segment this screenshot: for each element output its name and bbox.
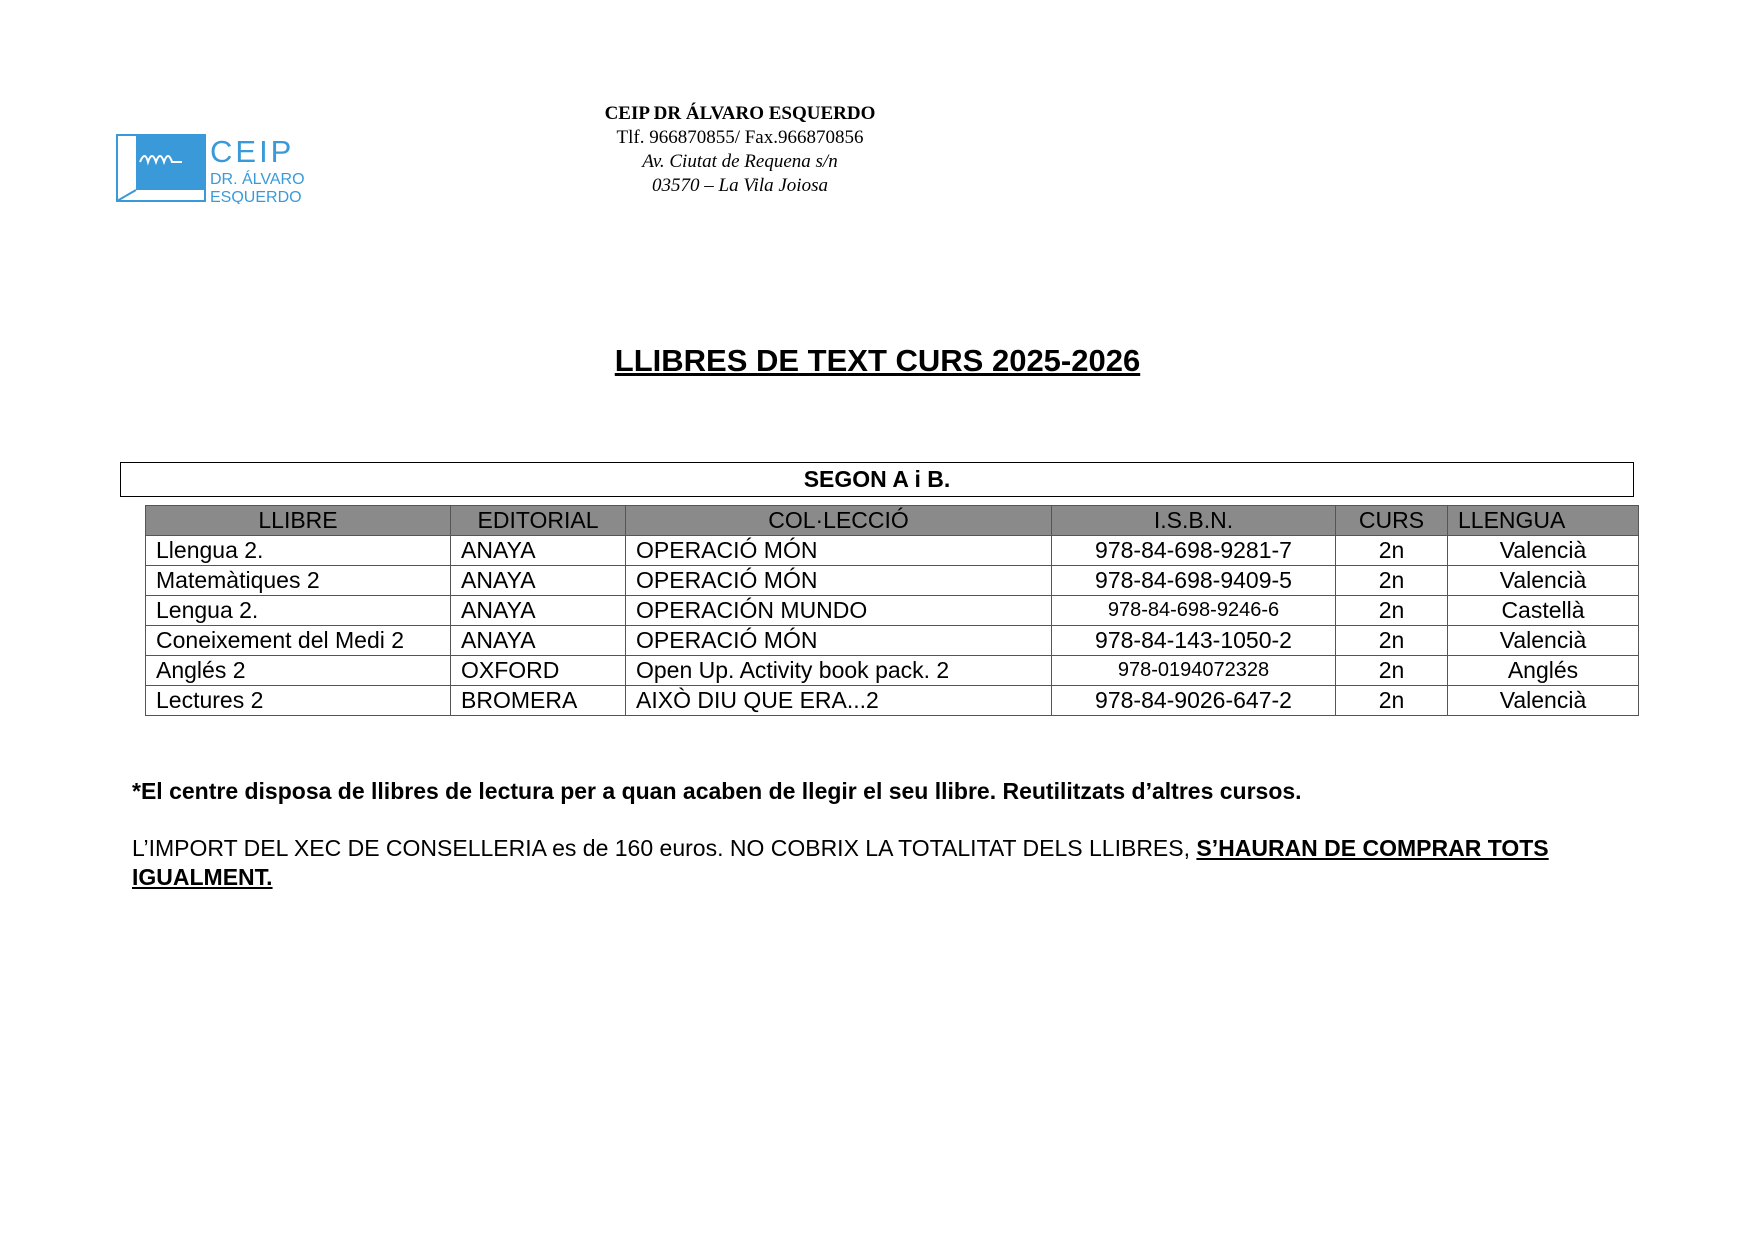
cell-collection: OPERACIÓ MÓN (626, 536, 1052, 566)
cell-collection: OPERACIÓ MÓN (626, 566, 1052, 596)
voucher-text: L’IMPORT DEL XEC DE CONSELLERIA es de 160 euros. NO COBRIX LA TOTALITAT DELS LLIBRES, (132, 835, 1197, 861)
table-row (146, 686, 1639, 716)
cell-isbn: 978-0194072328 (1052, 656, 1336, 686)
cell-course: 2n (1336, 656, 1448, 686)
col-header: EDITORIAL (451, 506, 626, 536)
cell-isbn: 978-84-698-9281-7 (1052, 536, 1336, 566)
section-heading: SEGON A i B. (120, 462, 1634, 497)
cell-publisher: ANAYA (451, 536, 626, 566)
cell-course: 2n (1336, 596, 1448, 626)
cell-language: Valencià (1448, 536, 1639, 566)
cell-language: Valencià (1448, 566, 1639, 596)
table-header-row (146, 506, 1639, 536)
page-title: LLIBRES DE TEXT CURS 2025-2026 (614, 343, 1141, 378)
voucher-emphasis: S’HAURAN DE COMPRAR TOTS IGUALMENT. (132, 835, 1549, 890)
cell-course: 2n (1336, 536, 1448, 566)
col-header: I.S.B.N. (1052, 506, 1336, 536)
table-row (146, 626, 1639, 656)
table-row (146, 536, 1639, 566)
cell-collection: Open Up. Activity book pack. 2 (626, 656, 1052, 686)
voucher-note (132, 834, 1632, 892)
cell-book: Coneixement del Medi 2 (146, 626, 451, 656)
col-header: LLENGUA (1448, 506, 1639, 536)
cell-language: Castellà (1448, 596, 1639, 626)
table-row (146, 656, 1639, 686)
books-table (145, 505, 1639, 716)
cell-language: Anglés (1448, 656, 1639, 686)
cell-course: 2n (1336, 686, 1448, 716)
cell-collection: OPERACIÓ MÓN (626, 626, 1052, 656)
col-header: COL·LECCIÓ (626, 506, 1052, 536)
cell-book: Lectures 2 (146, 686, 451, 716)
logo-text-surname: ESQUERDO (210, 189, 302, 204)
cell-language: Valencià (1448, 626, 1639, 656)
cell-isbn: 978-84-698-9246-6 (1052, 596, 1336, 626)
cell-book: Lengua 2. (146, 596, 451, 626)
col-header: CURS (1336, 506, 1448, 536)
table-row (146, 566, 1639, 596)
logo-text-ceip: CEIP (210, 134, 295, 169)
cell-course: 2n (1336, 626, 1448, 656)
cell-isbn: 978-84-698-9409-5 (1052, 566, 1336, 596)
cell-publisher: BROMERA (451, 686, 626, 716)
reading-books-note: *El centre disposa de llibres de lectura per a quan acaben de llegir el seu llibre. Reutilitzats d’altres cursos. (132, 778, 1302, 804)
school-logo (116, 132, 341, 204)
cell-book: Llengua 2. (146, 536, 451, 566)
table-row (146, 596, 1639, 626)
logo-text-name: DR. ÁLVARO (210, 171, 305, 188)
school-address: Av. Ciutat de Requena s/n (642, 151, 838, 172)
cell-collection: OPERACIÓN MUNDO (626, 596, 1052, 626)
cell-isbn: 978-84-143-1050-2 (1052, 626, 1336, 656)
cell-isbn: 978-84-9026-647-2 (1052, 686, 1336, 716)
school-city: 03570 – La Vila Joiosa (652, 175, 828, 196)
cell-book: Anglés 2 (146, 656, 451, 686)
cell-publisher: ANAYA (451, 596, 626, 626)
school-phone: Tlf. 966870855/ Fax.966870856 (616, 127, 864, 148)
col-header: LLIBRE (146, 506, 451, 536)
school-name: CEIP DR ÁLVARO ESQUERDO (604, 103, 876, 124)
cell-publisher: ANAYA (451, 566, 626, 596)
cell-language: Valencià (1448, 686, 1639, 716)
cell-publisher: OXFORD (451, 656, 626, 686)
cell-course: 2n (1336, 566, 1448, 596)
cell-publisher: ANAYA (451, 626, 626, 656)
cell-book: Matemàtiques 2 (146, 566, 451, 596)
cell-collection: AIXÒ DIU QUE ERA...2 (626, 686, 1052, 716)
